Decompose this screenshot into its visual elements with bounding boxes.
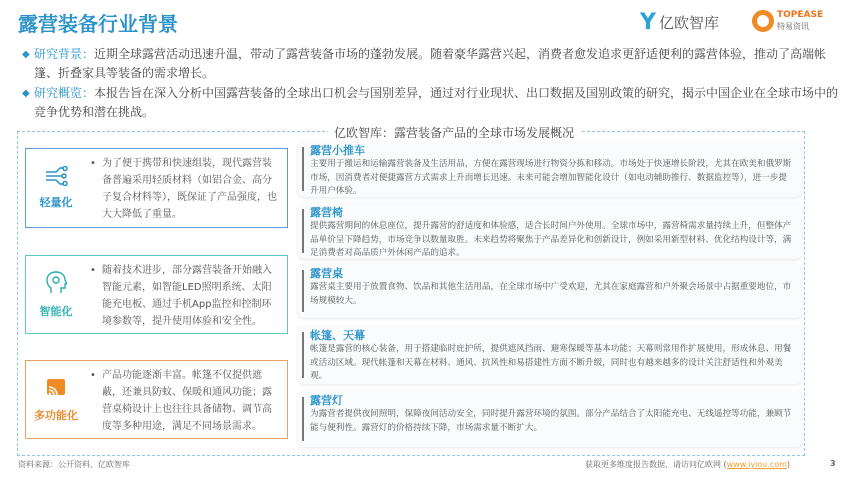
product-name: 露营桌 — [310, 267, 343, 280]
product-card — [298, 264, 802, 318]
intro-bullets — [22, 45, 842, 123]
iyiou-link[interactable]: www.iyiou.com — [726, 460, 787, 469]
trend-card-multifunction: 多功能化 • 产品功能逐渐丰富。帐篷不仅提供遮蔽，还兼具防蚊、保暖和通风功能；露营桌椅设计上也往往具备储物、调节高度等多种用途，满足不同场景需求。 — [25, 360, 288, 439]
section-title: 亿欧智库：露营装备产品的全球市场发展概况 — [328, 124, 580, 141]
footer-close-paren: ) — [786, 460, 791, 469]
product-text: 露营桌主要用于放置食物、饮品和其他生活用品，在全球市场中广受欢迎，尤其在家庭露营和户外聚会场景中占据重要地位，市场规模较大。 — [310, 282, 792, 306]
bullet-background — [22, 45, 842, 83]
trend-label: 轻量化 — [39, 196, 73, 209]
trend-card-smart: 智能化 • 随着技术进步，部分露营装备开始融入智能元素，如智能LED照明系统、太阳能充电板、通过手机App监控和控制环境参数等，提升使用体验和安全性。 — [25, 255, 288, 334]
trend-label: 多功能化 — [34, 408, 78, 422]
iyiou-logo-text: 亿欧智库 — [658, 14, 719, 32]
topease-en: TOPEASE — [777, 10, 824, 20]
product-text: 帐篷是露营的核心装备，用于搭建临时庇护所，提供遮风挡雨、避寒保暖等基本功能；天幕则常用作扩展使用，形成休息、用餐或活动区域。现代帐篷和天幕在材料、通风、抗风性和易搭建性方面不断升级，同时也有越来越多的设计关注舒适性和外观美观。 — [310, 344, 792, 381]
bullet-text: 近期全球露营活动迅速升温，带动了露营装备市场的蓬勃发展。随着豪华露营兴起，消费者愈发追求更舒适便利的露营体验，推动了高端帐篷、折叠家具等装备的需求增长。 — [34, 47, 827, 80]
trend-text: 产品功能逐渐丰富。帐篷不仅提供遮蔽，还兼具防蚊、保暖和通风功能；露营桌椅设计上也往往具备储物、调节高度等多种用途，满足不同场景需求。 — [102, 370, 272, 432]
diamond-icon: ◆ — [22, 88, 30, 99]
trend-text: 为了便于携带和快速组装，现代露营装备普遍采用轻质材料（如铝合金、高分子复合材料等），既保证了产品强度，也大大降低了重量。 — [102, 158, 277, 220]
source-note: 资料来源：公开资料、亿欧智库 — [18, 460, 130, 469]
product-text: 为露营者提供夜间照明，保障夜间活动安全，同时提升露营环境的氛围。部分产品结合了太阳能充电、无线遥控等功能，兼顾节能与便利性。露营灯的价格持续下降，市场需求量不断扩大。 — [310, 409, 792, 433]
topease-ring-icon — [752, 10, 774, 32]
bullet-label: 研究背景： — [34, 47, 95, 61]
cast-icon — [45, 377, 67, 399]
iyiou-logo — [640, 10, 719, 35]
footer-more — [585, 459, 790, 470]
diamond-icon: ◆ — [22, 49, 30, 60]
topease-cn: 特易资讯 — [777, 22, 809, 31]
product-text: 主要用于搬运和运输露营装备及生活用品，方便在露营现场进行物资分拣和移动。市场处于快速增长阶段，尤其在欧美和俄罗斯市场，因消费者对便捷露营方式需求上升而增长迅速。未来可能会增加智能化设计（如电动辅助推行、数据监控等），进一步提升用户体验。 — [310, 159, 792, 196]
iyiou-y-icon: Y — [640, 10, 656, 35]
product-card — [298, 203, 802, 259]
trend-text: 随着技术进步，部分露营装备开始融入智能元素，如智能LED照明系统、太阳能充电板、通过手机App监控和控制环境参数等，提升使用体验和安全性。 — [102, 265, 272, 327]
topease-logo — [752, 10, 823, 32]
product-text: 提供露营期间的休息座位，提升露营的舒适度和体验感，适合长时间户外使用。全球市场中，露营椅需求量持续上升，但整体产品单价呈下降趋势，市场竞争以数量取胜。未来趋势将聚焦于产品差异化和创新设计，例如采用新型材料、优化结构设计等，满足消费者对高品质户外休闲产品的追求。 — [310, 221, 792, 258]
page-number: 3 — [830, 459, 836, 468]
trend-label: 智能化 — [39, 304, 73, 318]
footer-more-text: 获取更多维度报告数据，请访问亿欧网 ( — [585, 460, 727, 469]
brain-head-icon — [45, 271, 67, 295]
product-name: 露营小推车 — [310, 144, 365, 157]
bullet-text: 本报告旨在深入分析中国露营装备的全球出口机会与国别差异，通过对行业现状、出口数据及国别政策的研究，揭示中国企业在全球市场中的竞争优势和潜在挑战。 — [34, 86, 839, 119]
page-title: 露营装备行业背景 — [18, 12, 178, 36]
product-name: 露营椅 — [310, 206, 343, 219]
product-card — [298, 141, 802, 197]
product-name: 露营灯 — [310, 394, 343, 407]
trend-card-lightweight: 轻量化 • 为了便于携带和快速组装，现代露营装备普遍采用轻质材料（如铝合金、高分子复合材料等），既保证了产品强度，也大大降低了重量。 — [25, 148, 288, 228]
product-name: 帐篷、天幕 — [310, 329, 365, 342]
bullet-label: 研究概览： — [34, 86, 95, 100]
product-card — [298, 326, 802, 384]
circuit-icon — [44, 166, 68, 186]
product-card — [298, 391, 802, 447]
bullet-overview — [22, 84, 842, 122]
